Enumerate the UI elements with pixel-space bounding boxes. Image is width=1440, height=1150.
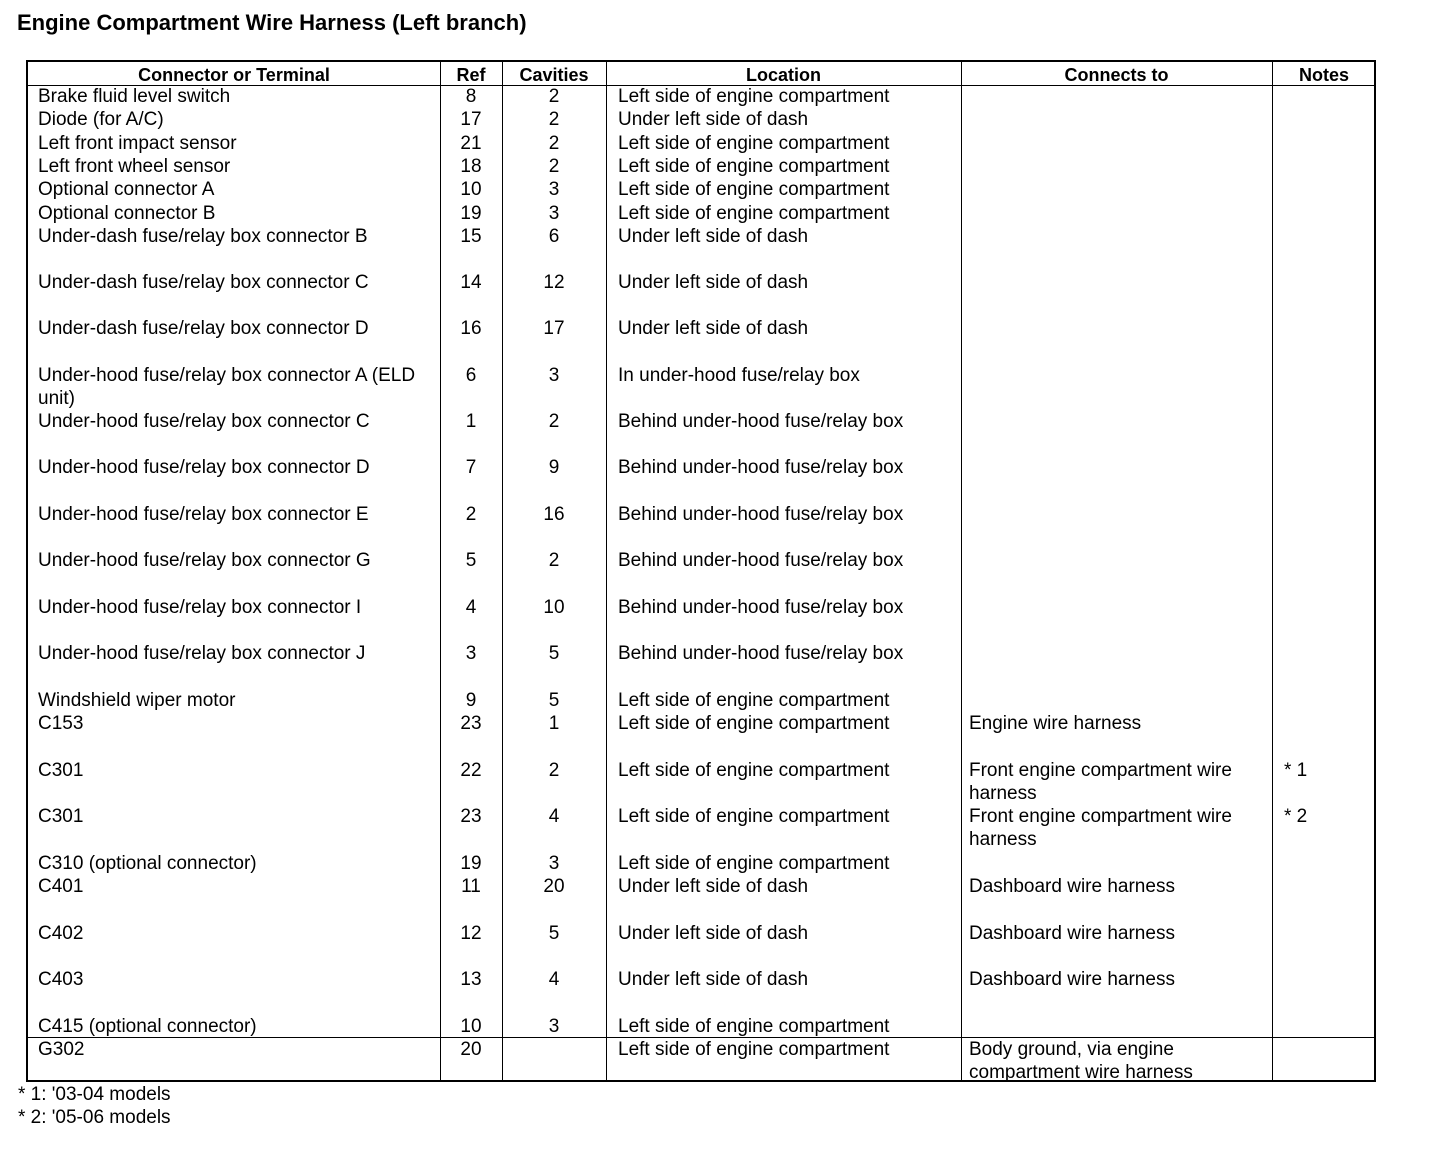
cell-ref: 20 <box>460 1039 482 1060</box>
harness-table <box>26 60 1376 1082</box>
cell-cavities: 3 <box>548 203 560 224</box>
cell-connector: Under-hood fuse/relay box connector E <box>38 504 369 525</box>
cell-cavities: 10 <box>543 597 565 618</box>
cell-connector: Left front wheel sensor <box>38 156 231 177</box>
cell-ref: 17 <box>460 109 482 130</box>
cell-location: In under-hood fuse/relay box <box>618 365 860 386</box>
cell-connector: C301 <box>38 806 84 827</box>
cell-location: Under left side of dash <box>618 226 809 247</box>
cell-connects-to: Front engine compartment wire harness <box>969 760 1232 804</box>
cell-cavities: 17 <box>543 318 565 339</box>
cell-cavities: 4 <box>548 969 560 990</box>
cell-location: Behind under-hood fuse/relay box <box>618 457 904 478</box>
cell-location: Left side of engine compartment <box>618 156 890 177</box>
cell-ref: 19 <box>460 853 482 874</box>
column-header-connects-to: Connects to <box>1064 65 1169 85</box>
cell-ref: 1 <box>465 411 477 432</box>
cell-connector: Windshield wiper motor <box>38 690 236 711</box>
cell-cavities: 3 <box>548 1016 560 1037</box>
cell-connector: Under-hood fuse/relay box connector J <box>38 643 366 664</box>
cell-connects-to: Dashboard wire harness <box>969 969 1175 990</box>
cell-location: Behind under-hood fuse/relay box <box>618 504 904 525</box>
cell-connector: Brake fluid level switch <box>38 86 231 107</box>
column-divider <box>1272 62 1273 1080</box>
column-header-cavities: Cavities <box>519 65 589 85</box>
cell-cavities: 2 <box>548 133 560 154</box>
column-divider <box>961 62 962 1080</box>
cell-connects-to: Dashboard wire harness <box>969 923 1175 944</box>
cell-cavities: 2 <box>548 86 560 107</box>
cell-connector: Under-dash fuse/relay box connector C <box>38 272 369 293</box>
cell-connector: C153 <box>38 713 84 734</box>
cell-cavities: 2 <box>548 109 560 130</box>
cell-cavities: 2 <box>548 760 560 781</box>
cell-connector: Under-hood fuse/relay box connector I <box>38 597 362 618</box>
cell-location: Under left side of dash <box>618 272 809 293</box>
cell-connector: G302 <box>38 1039 85 1060</box>
cell-location: Under left side of dash <box>618 876 809 897</box>
cell-cavities: 20 <box>543 876 565 897</box>
cell-cavities: 2 <box>548 550 560 571</box>
cell-connector: C310 (optional connector) <box>38 853 257 874</box>
cell-ref: 12 <box>460 923 482 944</box>
cell-connector: Under-hood fuse/relay box connector C <box>38 411 370 432</box>
cell-ref: 10 <box>460 1016 482 1037</box>
cell-cavities: 5 <box>548 923 560 944</box>
cell-location: Left side of engine compartment <box>618 179 890 200</box>
cell-location: Left side of engine compartment <box>618 1039 890 1060</box>
cell-connector: Optional connector B <box>38 203 216 224</box>
cell-ref: 8 <box>465 86 477 107</box>
footnotes <box>18 1083 171 1129</box>
cell-cavities: 3 <box>548 365 560 386</box>
cell-connects-to: Body ground, via engine compartment wire harness <box>969 1039 1193 1083</box>
cell-connects-to: Engine wire harness <box>969 713 1142 734</box>
column-header-connector: Connector or Terminal <box>138 65 330 85</box>
cell-ref: 4 <box>465 597 477 618</box>
cell-location: Left side of engine compartment <box>618 690 890 711</box>
cell-location: Left side of engine compartment <box>618 853 890 874</box>
cell-ref: 23 <box>460 713 482 734</box>
cell-ref: 18 <box>460 156 482 177</box>
cell-connector: Diode (for A/C) <box>38 109 164 130</box>
cell-connects-to: Dashboard wire harness <box>969 876 1175 897</box>
cell-location: Left side of engine compartment <box>618 1016 890 1037</box>
cell-ref: 21 <box>460 133 482 154</box>
cell-cavities: 1 <box>548 713 560 734</box>
cell-location: Under left side of dash <box>618 318 809 339</box>
column-header-ref: Ref <box>456 65 486 85</box>
cell-connector: C301 <box>38 760 84 781</box>
cell-cavities: 3 <box>548 853 560 874</box>
cell-connector: C402 <box>38 923 84 944</box>
cell-ref: 7 <box>465 457 477 478</box>
cell-location: Behind under-hood fuse/relay box <box>618 550 904 571</box>
cell-notes: * 1 <box>1284 760 1308 781</box>
cell-location: Under left side of dash <box>618 109 809 130</box>
cell-connector: C403 <box>38 969 84 990</box>
cell-connector: C401 <box>38 876 84 897</box>
cell-cavities: 6 <box>548 226 560 247</box>
column-divider <box>606 62 607 1080</box>
footnote: * 1: '03-04 models <box>18 1084 171 1105</box>
cell-connector: Under-dash fuse/relay box connector D <box>38 318 369 339</box>
cell-cavities: 16 <box>543 504 565 525</box>
cell-cavities: 5 <box>548 690 560 711</box>
cell-ref: 23 <box>460 806 482 827</box>
cell-location: Behind under-hood fuse/relay box <box>618 643 904 664</box>
cell-location: Left side of engine compartment <box>618 203 890 224</box>
cell-location: Under left side of dash <box>618 923 809 944</box>
cell-ref: 13 <box>460 969 482 990</box>
cell-ref: 10 <box>460 179 482 200</box>
cell-cavities: 2 <box>548 156 560 177</box>
cell-ref: 11 <box>461 876 481 897</box>
cell-connector: Left front impact sensor <box>38 133 237 154</box>
cell-cavities: 3 <box>548 179 560 200</box>
cell-ref: 19 <box>460 203 482 224</box>
cell-connector: Under-hood fuse/relay box connector D <box>38 457 370 478</box>
cell-ref: 22 <box>460 760 482 781</box>
cell-location: Under left side of dash <box>618 969 809 990</box>
cell-location: Left side of engine compartment <box>618 760 890 781</box>
cell-cavities: 5 <box>548 643 560 664</box>
cell-location: Left side of engine compartment <box>618 806 890 827</box>
cell-location: Behind under-hood fuse/relay box <box>618 411 904 432</box>
cell-connector: Under-hood fuse/relay box connector A (ELD unit) <box>38 365 416 409</box>
cell-ref: 2 <box>465 504 477 525</box>
cell-cavities: 4 <box>548 806 560 827</box>
column-header-notes: Notes <box>1298 65 1349 85</box>
cell-ref: 15 <box>460 226 482 247</box>
cell-connects-to: Front engine compartment wire harness <box>969 806 1232 850</box>
page-title: Engine Compartment Wire Harness (Left branch) <box>17 10 527 35</box>
cell-cavities: 9 <box>548 457 560 478</box>
cell-ref: 5 <box>465 550 477 571</box>
cell-location: Left side of engine compartment <box>618 86 890 107</box>
cell-connector: Under-hood fuse/relay box connector G <box>38 550 371 571</box>
cell-location: Left side of engine compartment <box>618 133 890 154</box>
cell-connector: Under-dash fuse/relay box connector B <box>38 226 368 247</box>
cell-connector: C415 (optional connector) <box>38 1016 257 1037</box>
cell-ref: 3 <box>465 643 477 664</box>
cell-ref: 6 <box>465 365 477 386</box>
cell-ref: 16 <box>460 318 482 339</box>
footnote: * 2: '05-06 models <box>18 1107 171 1128</box>
cell-cavities: 2 <box>548 411 560 432</box>
cell-connector: Optional connector A <box>38 179 215 200</box>
column-header-location: Location <box>746 65 821 85</box>
cell-ref: 9 <box>465 690 477 711</box>
cell-location: Behind under-hood fuse/relay box <box>618 597 904 618</box>
cell-notes: * 2 <box>1284 806 1308 827</box>
cell-ref: 14 <box>460 272 482 293</box>
cell-location: Left side of engine compartment <box>618 713 890 734</box>
cell-cavities: 12 <box>543 272 565 293</box>
